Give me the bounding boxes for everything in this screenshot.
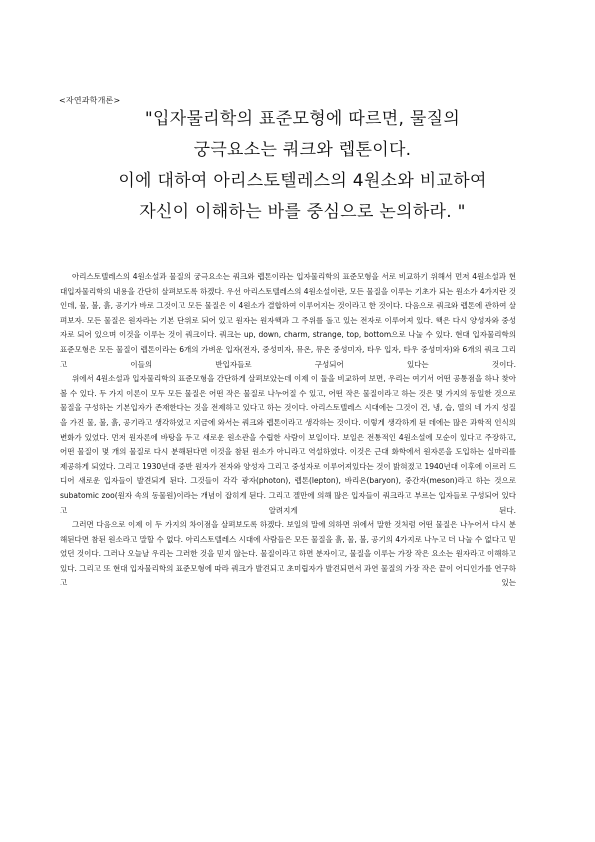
title-line: 이에 대하여 아리스토텔레스의 4원소와 비교하여 xyxy=(118,171,487,191)
essay-title xyxy=(40,104,565,228)
essay-body xyxy=(60,270,516,591)
title-line: "입자물리학의 표준모형에 따르면, 물질의 xyxy=(144,109,461,129)
body-paragraph: 아리스토텔레스의 4원소설과 물질의 궁극요소는 쿼크와 렙톤이라는 입자물리학의 표준모형을 서로 비교하기 위해서 먼저 4원소설과 현대입자물리학의 내용을 간단히 살펴보도록 하겠다. 우선 아리스토텔레스의 4원소설이란, 모든 물질을 이루는 기초가 되는 원소가 4가지란 것인데, 물, 불, 흙, 공기가 바로 그것이고 모든 물질은 이 4원소가 결합하여 이루어지는 것이라고 한 것이다. 다음으로 쿼크와 렙톤에 관하여 살펴보자. 모든 물질은 원자라는 기본 단위로 되어 있고 원자는 원자핵과 그 주위를 돌고 있는 전자로 이루어져 있다. 핵은 다시 양성자와 중성자로 되어 있으며 이것을 이루는 것이 쿼크이다. 쿼크는 up, down, charm, strange, top, bottom으로 나눌 수 있다. 현대 입자물리학의 표준모형은 모든 물질이 렙톤이라는 6개의 가벼운 입자(전자, 중성미자, 뮤온, 뮤온 중성미자, 타우 입자, 타우 중성미자)와 6개의 쿼크 그리고 이들의 반입자들로 구성되어 있다는 것이다. xyxy=(60,272,516,369)
title-line: 자신이 이해하는 바를 중심으로 논의하라. " xyxy=(139,202,466,222)
course-category: <자연과학개론> xyxy=(59,96,121,105)
body-paragraph: 위에서 4원소설과 입자물리학의 표준모형을 간단하게 살펴보았는데 이제 이 둘을 비교하여 보면, 우리는 여기서 어떤 공통점을 하나 찾아볼 수 있다. 두 가지 이론이 모두 모든 물질은 어떤 작은 물질로 나누어질 수 있고, 어떤 작은 물질이라고 하는 것은 몇 가지의 동일한 것으로 물질을 구성하는 기본입자가 존재한다는 것을 전제하고 있다고 하는 것이다. 아리스토텔레스 시대에는 그것이 건, 냉, 습, 열의 네 가지 성질을 가진 물, 불, 흙, 공기라고 생각하였고 지금에 와서는 쿼크와 렙톤이라고 생각하는 것이다. 이렇게 생각하게 된 데에는 많은 과학적 인식의 변화가 있었다. 먼저 원자론에 바탕을 두고 새로운 원소관을 수립한 사람이 보일이다. 보일은 전통적인 4원소설에 모순이 있다고 주장하고, 어떤 물질이 몇 개의 물질로 다시 분해된다면 이것을 참된 원소가 아니라고 역설하였다. 이것은 근대 화학에서 원자론을 도입하는 실마리를 제공하게 되었다. 그리고 1930년대 중반 원자가 전자와 양성자 그리고 중성자로 이루어져있다는 것이 밝혀졌고 1940년대 이후에 이르러 드디어 새로운 입자들이 발견되게 된다. 그것들이 각각 광자(photon), 렙톤(lepton), 바리온(baryon), 중간자(meson)라고 하는 것으로 subatomic zoo(원자 속의 동물원)이라는 개념이 잡히게 된다. 그리고 겔만에 의해 많은 입자들이 쿼크라고 부르는 입자들로 구성되어 있다고 알려지게 된다. xyxy=(60,374,516,515)
title-line: 궁극요소는 쿼크와 렙톤이다. xyxy=(193,140,412,160)
body-paragraph: 그러면 다음으로 이제 이 두 가지의 차이점을 살펴보도록 하겠다. 보일의 말에 의하면 위에서 말한 것처럼 어떤 물질은 나누어서 다시 분해된다면 참된 원소라고 말할 수 없다. 아리스토텔레스 시대에 사람들은 모든 물질을 흙, 물, 불, 공기의 4가지로 나누고 더 나눌 수 없다고 믿었던 것이다. 그러나 오늘날 우리는 그러한 것을 믿지 않는다. 물질이라고 하면 분자이고, 물질을 이루는 가장 작은 요소는 원자라고 이해하고 있다. 그리고 또 현대 입자물리학의 표준모형에 따라 쿼크가 발견되고 초미립자가 발견되면서 과연 물질의 가장 작은 끝이 어디인가를 연구하고 있는 xyxy=(60,520,516,588)
